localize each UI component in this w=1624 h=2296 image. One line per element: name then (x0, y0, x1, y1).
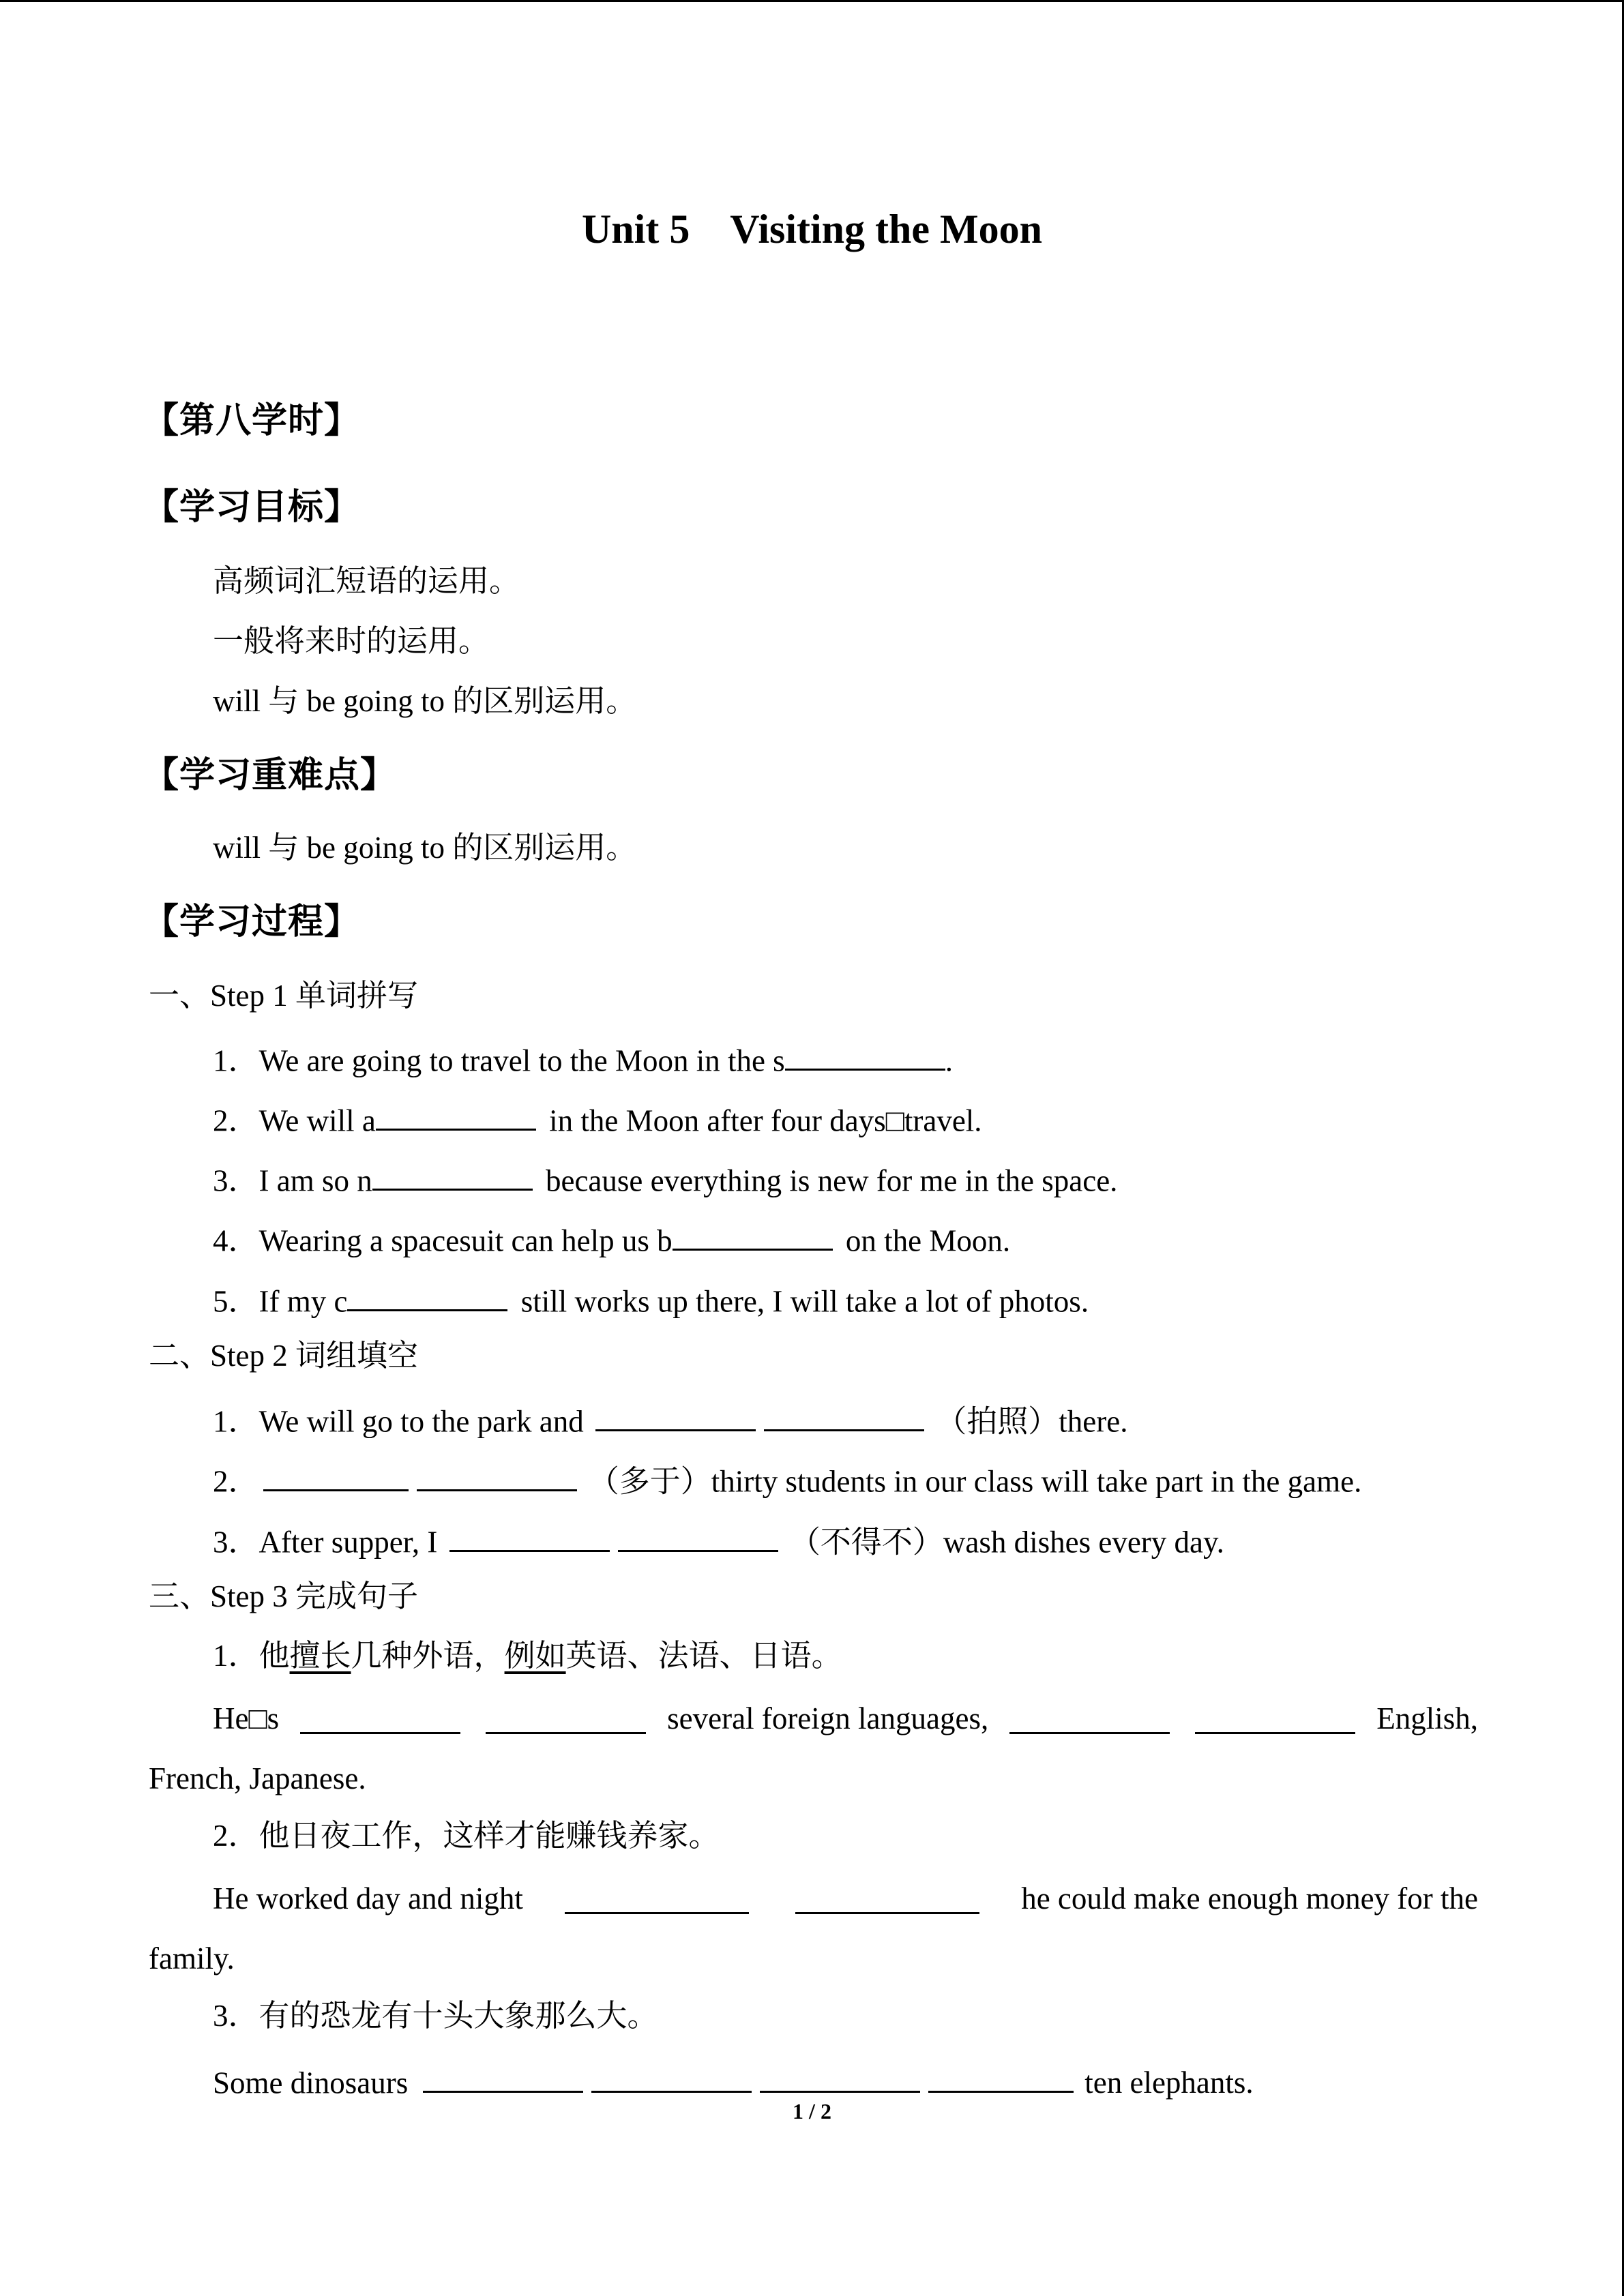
answer-blank[interactable] (795, 1880, 979, 1914)
step3-answer-1-continued: French, Japanese. (149, 1761, 366, 1795)
answer-blank[interactable] (372, 1157, 533, 1191)
goals-heading: 【学习目标】 (143, 487, 361, 528)
answer-blank[interactable] (300, 1700, 460, 1734)
answer-blank[interactable] (376, 1097, 536, 1131)
process-heading: 【学习过程】 (143, 901, 361, 942)
answer-blank[interactable] (673, 1217, 833, 1251)
step2-item-3: 3．After supper, I （不得不）wash dishes every day. (213, 1518, 1224, 1560)
step3-answer-2-continued: family. (149, 1941, 235, 1976)
step3-question-2: 2．他日夜工作，这样才能赚钱养家。 (213, 1819, 720, 1853)
page-title: Unit 5 Visiting the Moon (581, 207, 1043, 252)
step1-item-5: 5．If my c still works up there, I will take a lot of photos. (213, 1277, 1089, 1320)
step3-question-3: 3．有的恐龙有十头大象那么大。 (213, 1999, 658, 2033)
key-point: will 与 be going to 的区别运用。 (213, 831, 637, 865)
answer-blank[interactable] (1195, 1700, 1355, 1734)
goal-2: 一般将来时的运用。 (213, 624, 490, 658)
step3-heading: 三、Step 3 完成句子 (149, 1579, 419, 1613)
step1-item-3: 3．I am so n because everything is new for me in the space. (213, 1157, 1117, 1199)
step2-heading: 二、Step 2 词组填空 (149, 1339, 419, 1373)
answer-blank[interactable] (760, 2059, 920, 2093)
page-border-top (0, 0, 1624, 2)
step3-answer-2: He worked day and night he could make enough money for the (213, 1881, 1478, 1915)
answer-blank[interactable] (423, 2059, 583, 2093)
step1-heading: 一、Step 1 单词拼写 (149, 979, 419, 1013)
step3-answer-3: Some dinosaurs ten elephants. (213, 2059, 1254, 2101)
answer-blank[interactable] (764, 1397, 924, 1431)
step2-item-2: 2． （多于）thirty students in our class will take part in the game. (213, 1457, 1361, 1500)
answer-blank[interactable] (595, 1397, 756, 1431)
page-number: 1 / 2 (793, 2099, 831, 2123)
step1-item-2: 2．We will a in the Moon after four days□travel. (213, 1097, 982, 1139)
answer-blank[interactable] (618, 1518, 778, 1552)
step3-answer-1: He□s several foreign languages, English, (213, 1701, 1478, 1735)
key-points-heading: 【学习重难点】 (143, 755, 397, 796)
step1-item-4: 4．Wearing a spacesuit can help us b on the Moon. (213, 1217, 1010, 1259)
answer-blank[interactable] (347, 1277, 507, 1311)
answer-blank[interactable] (417, 1457, 577, 1491)
step3-question-1: 1．他擅长几种外语，例如英语、法语、日语。 (213, 1639, 842, 1673)
goal-1: 高频词汇短语的运用。 (213, 564, 520, 598)
lesson-heading: 【第八学时】 (143, 400, 361, 441)
answer-blank[interactable] (449, 1518, 610, 1552)
step2-item-1: 1．We will go to the park and （拍照）there. (213, 1397, 1127, 1440)
answer-blank[interactable] (486, 1700, 646, 1734)
answer-blank[interactable] (263, 1457, 409, 1491)
answer-blank[interactable] (591, 2059, 752, 2093)
answer-blank[interactable] (928, 2059, 1074, 2093)
answer-blank[interactable] (785, 1037, 945, 1071)
goal-3: will 与 be going to 的区别运用。 (213, 684, 637, 718)
step1-item-1: 1．We are going to travel to the Moon in the s . (213, 1037, 953, 1079)
answer-blank[interactable] (565, 1880, 749, 1914)
answer-blank[interactable] (1009, 1700, 1170, 1734)
